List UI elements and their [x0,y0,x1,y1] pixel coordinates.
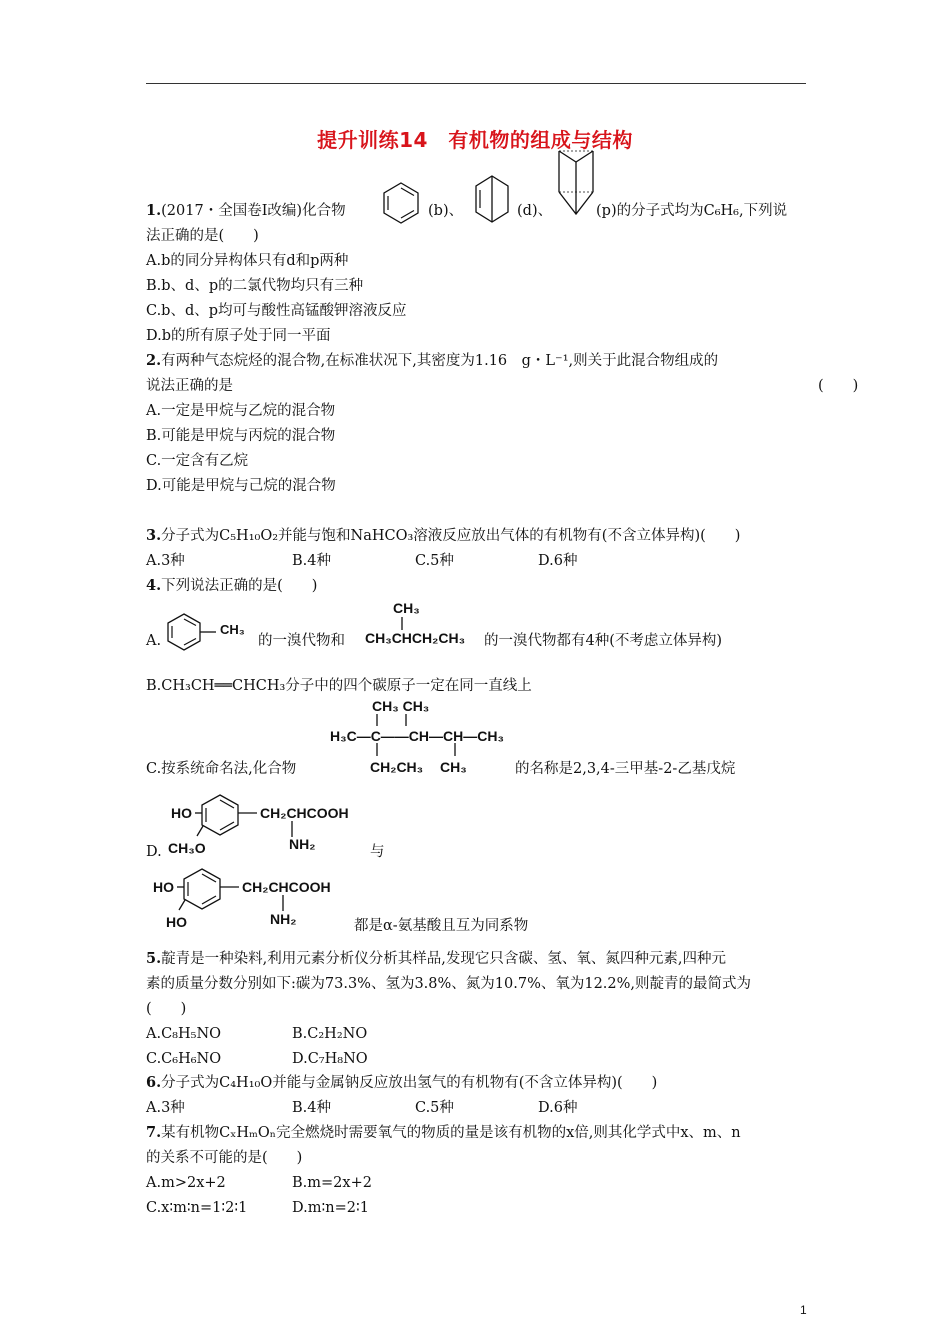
q6-option-c: C.5种 [415,1100,454,1116]
q5-option-b: B.C₂H₂NO [292,1026,368,1042]
q2-answer-paren: ( ) [818,378,859,394]
q7-option-c: C.x∶m∶n=1∶2∶1 [146,1200,248,1216]
q2-option-b: B.可能是甲烷与丙烷的混合物 [146,428,336,444]
q3-option-c: C.5种 [415,553,454,569]
c-top-methyls: CH₃ CH₃ [372,698,430,714]
q1-stem-cont: 法正确的是( ) [146,228,259,244]
c-ethyl: CH₂CH₃ [370,759,424,775]
q7-option-a: A.m>2x+2 [146,1175,226,1191]
q7-stem: 7.某有机物CₓHₘOₙ完全燃烧时需要氧气的物质的量是该有机物的x倍,则其化学式中x、m、n [146,1124,741,1141]
d1-methoxy: CH₃O [168,840,206,856]
q5-stem-cont: 素的质量分数分别如下:碳为73.3%、氢为3.8%、氮为10.7%、氧为12.2%,则靛青的最简式为 [146,976,752,992]
butane-branch-bond [400,617,404,631]
q6-option-b: B.4种 [292,1100,331,1116]
q4-option-b: B.CH₃CH══CHCH₃分子中的四个碳原子一定在同一直线上 [146,678,532,694]
q3-stem: 3.分子式为C₅H₁₀O₂并能与饱和NaHCO₃溶液反应放出气体的有机物有(不含立体异构)( ) [146,527,741,544]
q4-stem: 4.下列说法正确的是( ) [146,577,318,594]
q6-option-a: A.3种 [146,1100,185,1116]
q5-option-c: C.C₆H₆NO [146,1051,222,1067]
q1-option-c: C.b、d、p均可与酸性高锰酸钾溶液反应 [146,303,407,319]
q4-option-d-and: 与 [370,844,385,860]
q1-label-p: (p)的分子式均为C₆H₆,下列说 [596,203,788,219]
c-bottom-methyl: CH₃ [440,759,467,775]
q7-option-b: B.m=2x+2 [292,1175,372,1191]
d1-side-chain: CH₂CHCOOH [260,805,349,821]
d2-amino: NH₂ [270,911,297,927]
toluene-structure [164,612,224,652]
methylbutane-formula: CH₃CHCH₂CH₃ [365,630,466,646]
q1-label-b: (b)、 [428,203,464,219]
q1-option-a: A.b的同分异构体只有d和p两种 [146,253,349,269]
q2-stem-cont: 说法正确的是 [146,378,233,394]
q6-option-d: D.6种 [538,1100,578,1116]
c-main-chain: H₃C—C——CH—CH—CH₃ [330,728,504,744]
q1-label-d: (d)、 [517,203,553,219]
butane-branch-ch3: CH₃ [393,600,420,616]
q2-option-a: A.一定是甲烷与乙烷的混合物 [146,403,336,419]
q1-option-d: D.b的所有原子处于同一平面 [146,328,331,344]
q5-stem-paren: ( ) [146,1001,187,1017]
q3-option-d: D.6种 [538,553,578,569]
page-number: 1 [800,1303,807,1317]
page-title: 提升训练14 有机物的组成与结构 [317,128,633,152]
q4-option-d-label: D. [146,844,162,860]
d2-side-chain: CH₂CHCOOH [242,879,331,895]
q7-option-d: D.m∶n=2∶1 [292,1200,369,1216]
q2-stem: 2.有两种气态烷烃的混合物,在标准状况下,其密度为1.16 g・L⁻¹,则关于此混合物组成的 [146,352,719,369]
q4-option-a-label: A. [146,633,162,649]
toluene-methyl: CH₃ [220,622,245,637]
d2-hydroxy-bottom: HO [166,914,187,930]
d1-hydroxy: HO [171,805,192,821]
q3-option-a: A.3种 [146,553,185,569]
q5-option-d: D.C₇H₈NO [292,1051,368,1067]
q4-option-a-mid: 的一溴代物和 [258,633,345,649]
q3-option-b: B.4种 [292,553,331,569]
q4-option-c-label: C.按系统命名法,化合物 [146,761,297,777]
dewar-benzene-structure-d [474,174,510,224]
q4-option-c-post: 的名称是2,3,4-三甲基-2-乙基戊烷 [515,761,736,777]
q4-option-d-post: 都是α-氨基酸且互为同系物 [354,918,529,934]
q4-option-a-post: 的一溴代物都有4种(不考虑立体异构) [484,633,723,649]
q5-stem: 5.靛青是一种染料,利用元素分析仪分析其样品,发现它只含碳、氢、氧、氮四种元素,四种元 [146,950,726,967]
q7-stem-cont: 的关系不可能的是( ) [146,1150,303,1166]
q1-stem: 1.(2017・全国卷Ⅰ改编)化合物 [146,202,346,219]
d1-amino: NH₂ [289,836,316,852]
q5-option-a: A.C₈H₅NO [146,1026,222,1042]
q2-option-d: D.可能是甲烷与己烷的混合物 [146,478,336,494]
q2-option-c: C.一定含有乙烷 [146,453,249,469]
benzene-structure-b [381,181,421,225]
header-rule [146,83,806,84]
q1-option-b: B.b、d、p的二氯代物均只有三种 [146,278,364,294]
prismane-structure-p [556,148,596,218]
d2-hydroxy-top: HO [153,879,174,895]
q6-stem: 6.分子式为C₄H₁₀O并能与金属钠反应放出氢气的有机物有(不含立体异构)( ) [146,1074,658,1091]
